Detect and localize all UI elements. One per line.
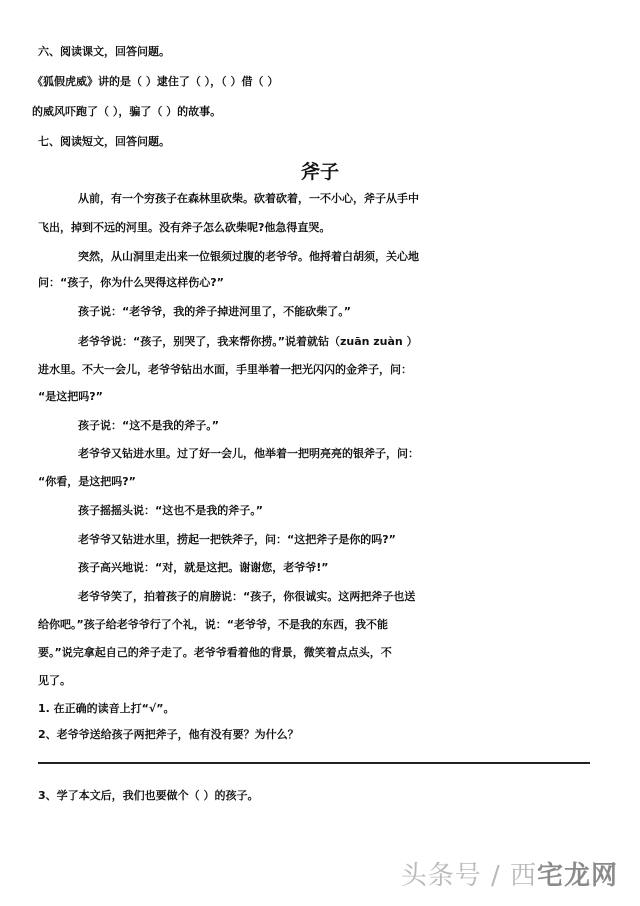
story-line: 见了。 (38, 674, 71, 687)
question-3: 3、学了本文后，我们也要做个（ ）的孩子。 (38, 789, 259, 802)
section-6-question-line-2: 的威风吓跑了（ ），骗了（ ）的故事。 (32, 105, 222, 118)
story-line: 要。”说完拿起自己的斧子走了。老爷爷看着他的背景，微笑着点点头，不 (38, 646, 392, 659)
story-line: 孩子高兴地说：“对，就是这把。谢谢您，老爷爷!” (78, 561, 329, 574)
section-7-heading: 七、阅读短文，回答问题。 (38, 135, 170, 148)
story-line: 孩子摇摇头说：“这也不是我的斧子。” (78, 504, 263, 517)
section-6-heading: 六、阅读课文，回答问题。 (38, 45, 170, 58)
story-title: 斧子 (300, 161, 339, 183)
story-line: 飞出，掉到不远的河里。没有斧子怎么砍柴呢?他急得直哭。 (38, 221, 331, 234)
story-line: 突然，从山洞里走出来一位银须过腹的老爷爷。他捋着白胡须，关心地 (78, 250, 419, 263)
story-line: 老爷爷说：“孩子，别哭了，我来帮你捞。”说着就钻（zuān zuàn ） (78, 335, 418, 348)
story-line: 老爷爷又钻进水里。过了好一会儿，他举着一把明亮亮的银斧子，问： (78, 447, 419, 460)
story-line: “你看，是这把吗?” (38, 475, 136, 488)
question-1: 1. 在正确的读音上打“√”。 (38, 702, 175, 715)
section-6-question-line-1: 《狐假虎威》讲的是（ ）逮住了（ ），（ ）借（ ） (32, 75, 279, 88)
story-line: 孩子说：“这不是我的斧子。” (78, 419, 219, 432)
story-line: 问：“孩子，你为什么哭得这样伤心?” (38, 276, 224, 289)
watermark-tail: 宅龙网 (536, 861, 618, 891)
story-line: 进水里。不大一会儿，老爷爷钻出水面，手里举着一把光闪闪的金斧子，问： (38, 363, 412, 376)
question-2: 2、老爷爷送给孩子两把斧子，他有没有要？为什么？ (38, 728, 299, 741)
story-line: 孩子说：“老爷爷，我的斧子掉进河里了，不能砍柴了。” (78, 305, 351, 318)
story-line: 给你吧。”孩子给老爷爷行了个礼，说：“老爷爷，不是我的东西，我不能 (38, 618, 388, 631)
story-line: 老爷爷笑了，拍着孩子的肩膀说：“孩子，你很诚实。这两把斧子也送 (78, 590, 416, 603)
story-line: 从前，有一个穷孩子在森林里砍柴。砍着砍着，一不小心，斧子从手中 (78, 192, 419, 205)
story-line: “是这把吗?” (38, 390, 103, 403)
watermark-text: 头条号 / 西 (400, 861, 537, 891)
watermark (401, 855, 618, 892)
story-line: 老爷爷又钻进水里，捞起一把铁斧子，问：“这把斧子是你的吗?” (78, 533, 396, 546)
answer-line (38, 762, 590, 764)
